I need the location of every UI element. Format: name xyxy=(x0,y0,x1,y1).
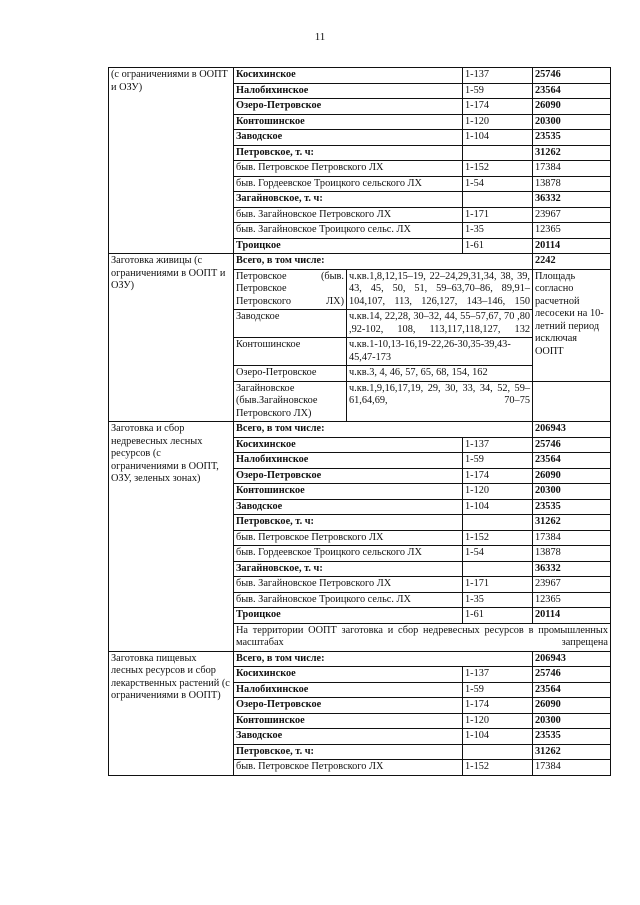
forestry-name: быв. Гордеевское Троицкого сельского ЛХ xyxy=(234,546,463,562)
area-value: 13878 xyxy=(533,176,611,192)
quarter-list: ч.кв.1,8,12,15–19, 22–24,29,31,34, 38, 39, 43, 45, 50, 51, 59–63,70–86, 89,91–104,107, 113, 126,127, 143–146, 150 xyxy=(347,269,533,310)
quarter-range: 1-54 xyxy=(463,546,533,562)
forestry-name: быв. Гордеевское Троицкого сельского ЛХ xyxy=(234,176,463,192)
forestry-name: Косихинское xyxy=(234,68,463,84)
forestry-name: быв. Загайновское Петровского ЛХ xyxy=(234,207,463,223)
forestry-name: Петровское (быв. Петровское Петровского ЛХ) xyxy=(234,269,347,310)
forestry-name: Контошинское xyxy=(234,713,463,729)
quarter-range xyxy=(463,744,533,760)
forestry-name: Озеро-Петровское xyxy=(234,99,463,115)
forestry-name: Налобихинское xyxy=(234,83,463,99)
area-value: 20300 xyxy=(533,713,611,729)
quarter-range: 1-152 xyxy=(463,760,533,776)
restriction-note: На территории ООПТ заготовка и сбор недревесных ресурсов в промышленных масштабах запрещена xyxy=(234,623,611,651)
area-value: 26090 xyxy=(533,468,611,484)
quarter-range: 1-35 xyxy=(463,223,533,239)
area-value: 26090 xyxy=(533,698,611,714)
forestry-name: Заводское xyxy=(234,130,463,146)
area-value: 17384 xyxy=(533,530,611,546)
forestry-name: Налобихинское xyxy=(234,682,463,698)
total-value: 206943 xyxy=(533,422,611,438)
forestry-name: Заводское xyxy=(234,310,347,338)
forestry-name: Озеро-Петровское xyxy=(234,468,463,484)
page-number: 11 xyxy=(314,31,326,43)
quarter-range: 1-54 xyxy=(463,176,533,192)
area-value: 17384 xyxy=(533,161,611,177)
total-value: 2242 xyxy=(533,254,611,270)
total-label: Всего, в том числе: xyxy=(234,651,533,667)
area-value: 26090 xyxy=(533,99,611,115)
table-row xyxy=(109,68,611,84)
quarter-range: 1-104 xyxy=(463,729,533,745)
quarter-range: 1-120 xyxy=(463,114,533,130)
quarter-range: 1-59 xyxy=(463,682,533,698)
table-row xyxy=(109,651,611,667)
area-value: 31262 xyxy=(533,744,611,760)
quarter-list: ч.кв.1-10,13-16,19-22,26-30,35-39,43-45,47-173 xyxy=(347,338,533,366)
area-value: 23535 xyxy=(533,729,611,745)
quarter-range xyxy=(463,145,533,161)
forestry-name: Загайновское, т. ч: xyxy=(234,561,463,577)
area-value: 36332 xyxy=(533,192,611,208)
quarter-range: 1-120 xyxy=(463,484,533,500)
quarter-range: 1-137 xyxy=(463,437,533,453)
area-value: 23535 xyxy=(533,499,611,515)
quarter-range: 1-104 xyxy=(463,130,533,146)
forestry-name: Заводское xyxy=(234,499,463,515)
forestry-name: быв. Загайновское Троицкого сельс. ЛХ xyxy=(234,223,463,239)
quarter-range: 1-61 xyxy=(463,238,533,254)
area-value: 20114 xyxy=(533,608,611,624)
forestry-name: Контошинское xyxy=(234,484,463,500)
quarter-range: 1-104 xyxy=(463,499,533,515)
purpose-cell: Заготовка живицы (с ограничениями в ООПТ и ОЗУ) xyxy=(109,254,234,422)
area-value: 13878 xyxy=(533,546,611,562)
quarter-range: 1-137 xyxy=(463,667,533,683)
quarter-range: 1-59 xyxy=(463,453,533,469)
forestry-name: Загайновское, т. ч: xyxy=(234,192,463,208)
quarter-range: 1-174 xyxy=(463,99,533,115)
forestry-name: Косихинское xyxy=(234,667,463,683)
forestry-name: быв. Петровское Петровского ЛХ xyxy=(234,530,463,546)
area-value: 20300 xyxy=(533,484,611,500)
forestry-name: Троицкое xyxy=(234,608,463,624)
quarter-list: ч.кв.3, 4, 46, 57, 65, 68, 154, 162 xyxy=(347,366,533,382)
forestry-name: Налобихинское xyxy=(234,453,463,469)
forest-use-table xyxy=(108,67,611,776)
forestry-name: быв. Загайновское Троицкого сельс. ЛХ xyxy=(234,592,463,608)
forestry-name: быв. Загайновское Петровского ЛХ xyxy=(234,577,463,593)
purpose-cell: Заготовка пищевых лесных ресурсов и сбор лекарственных растений (с ограничениями в ООПТ) xyxy=(109,651,234,775)
table-row xyxy=(109,254,611,270)
quarter-range: 1-174 xyxy=(463,698,533,714)
area-value: 23535 xyxy=(533,130,611,146)
quarter-range xyxy=(463,192,533,208)
forestry-name: Петровское, т. ч: xyxy=(234,145,463,161)
area-value: 36332 xyxy=(533,561,611,577)
quarter-range: 1-61 xyxy=(463,608,533,624)
forestry-name: Петровское, т. ч: xyxy=(234,744,463,760)
empty-cell xyxy=(533,381,611,422)
quarter-range: 1-120 xyxy=(463,713,533,729)
quarter-range xyxy=(463,561,533,577)
area-note: Площадь согласно расчетной лесосеки на 10-летний период исключая ООПТ xyxy=(533,269,611,381)
quarter-range: 1-152 xyxy=(463,530,533,546)
area-value: 23564 xyxy=(533,453,611,469)
quarter-range: 1-35 xyxy=(463,592,533,608)
forestry-name: Контошинское xyxy=(234,114,463,130)
table-row xyxy=(109,422,611,438)
area-value: 31262 xyxy=(533,145,611,161)
area-value: 31262 xyxy=(533,515,611,531)
forestry-name: Заводское xyxy=(234,729,463,745)
quarter-range: 1-174 xyxy=(463,468,533,484)
forestry-name: Троицкое xyxy=(234,238,463,254)
area-value: 25746 xyxy=(533,667,611,683)
forestry-name: Загайновское (быв.Загайновское Петровского ЛХ) xyxy=(234,381,347,422)
area-value: 20300 xyxy=(533,114,611,130)
total-label: Всего, в том числе: xyxy=(234,422,533,438)
quarter-list: ч.кв.1,9,16,17,19, 29, 30, 33, 34, 52, 59–61,64,69, 70–75 xyxy=(347,381,533,422)
area-value: 25746 xyxy=(533,68,611,84)
forestry-name: Озеро-Петровское xyxy=(234,366,347,382)
area-value: 20114 xyxy=(533,238,611,254)
forestry-name: Петровское, т. ч: xyxy=(234,515,463,531)
area-value: 23564 xyxy=(533,682,611,698)
quarter-range xyxy=(463,515,533,531)
forestry-name: Косихинское xyxy=(234,437,463,453)
quarter-range: 1-137 xyxy=(463,68,533,84)
quarter-range: 1-59 xyxy=(463,83,533,99)
forestry-name: Озеро-Петровское xyxy=(234,698,463,714)
forestry-name: быв. Петровское Петровского ЛХ xyxy=(234,161,463,177)
total-label: Всего, в том числе: xyxy=(234,254,533,270)
purpose-cell: Заготовка и сбор недревесных лесных ресурсов (с ограничениями в ООПТ, ОЗУ, зеленых зонах) xyxy=(109,422,234,652)
area-value: 17384 xyxy=(533,760,611,776)
area-value: 23967 xyxy=(533,207,611,223)
forestry-name: быв. Петровское Петровского ЛХ xyxy=(234,760,463,776)
area-value: 23967 xyxy=(533,577,611,593)
area-value: 23564 xyxy=(533,83,611,99)
quarter-range: 1-171 xyxy=(463,577,533,593)
total-value: 206943 xyxy=(533,651,611,667)
purpose-cell: (с ограничениями в ООПТ и ОЗУ) xyxy=(109,68,234,254)
area-value: 12365 xyxy=(533,223,611,239)
area-value: 25746 xyxy=(533,437,611,453)
quarter-range: 1-171 xyxy=(463,207,533,223)
forestry-name: Контошинское xyxy=(234,338,347,366)
area-value: 12365 xyxy=(533,592,611,608)
quarter-list: ч.кв.14, 22,28, 30–32, 44, 55–57,67, 70 ,80 ,92-102, 108, 113,117,118,127, 132 xyxy=(347,310,533,338)
quarter-range: 1-152 xyxy=(463,161,533,177)
